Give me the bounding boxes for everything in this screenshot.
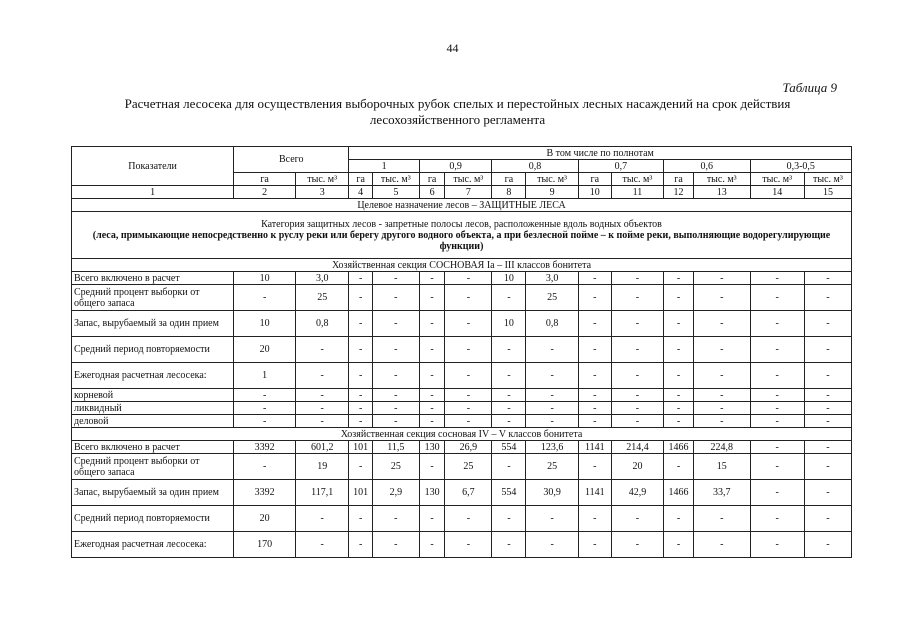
table-cell: - [296, 363, 349, 389]
table-row [72, 337, 852, 363]
table-cell: - [445, 311, 492, 337]
header-density: 0,9 [419, 160, 492, 173]
table-cell: 130 [419, 480, 445, 506]
table-cell: 101 [349, 480, 372, 506]
section1-body [72, 272, 852, 428]
unit-m3: тыс. м³ [526, 173, 578, 186]
unit-m3: тыс. м³ [296, 173, 349, 186]
table-cell: 224,8 [693, 441, 750, 454]
table-cell: 117,1 [296, 480, 349, 506]
table-cell: - [611, 272, 663, 285]
table-cell: - [419, 337, 445, 363]
table-cell: 554 [492, 480, 526, 506]
header-density: 0,6 [664, 160, 750, 173]
table-cell: - [750, 506, 804, 532]
table-cell: - [492, 532, 526, 558]
table-cell: - [445, 337, 492, 363]
table-cell: - [492, 337, 526, 363]
table-cell: 3392 [234, 441, 296, 454]
table-cell: 6,7 [445, 480, 492, 506]
table-cell: - [578, 311, 611, 337]
table-cell: - [693, 506, 750, 532]
unit-m3: тыс. м³ [693, 173, 750, 186]
table-cell: - [804, 415, 851, 428]
table-cell: - [611, 532, 663, 558]
table-cell: 10 [234, 272, 296, 285]
table-cell: - [296, 415, 349, 428]
table-cell: - [750, 363, 804, 389]
table-cell: - [492, 363, 526, 389]
header-total: Всего [234, 147, 349, 173]
row-label: Средний процент выборки от общего запаса [72, 454, 234, 480]
table-cell: - [349, 454, 372, 480]
table-cell: - [419, 532, 445, 558]
unit-ha: га [234, 173, 296, 186]
table-cell: - [664, 272, 694, 285]
table-cell: - [611, 389, 663, 402]
table-cell: - [693, 337, 750, 363]
table-row [72, 454, 852, 480]
section2-body [72, 441, 852, 558]
table-cell: 123,6 [526, 441, 578, 454]
table-cell: - [750, 337, 804, 363]
table-cell: 30,9 [526, 480, 578, 506]
table-title: Расчетная лесосека для осуществления выборочных рубок спелых и перестойных лесных насаждений на срок действия лесохозяйственного регламента [124, 96, 791, 127]
table-cell: - [492, 285, 526, 311]
felling-area-table [71, 146, 852, 558]
table-cell: - [349, 311, 372, 337]
col-number: 9 [526, 186, 578, 199]
table-cell: 130 [419, 441, 445, 454]
table-cell: - [349, 389, 372, 402]
table-cell: - [445, 532, 492, 558]
table-cell: - [492, 454, 526, 480]
table-cell: 10 [492, 311, 526, 337]
table-cell: - [445, 415, 492, 428]
table-cell: - [372, 402, 419, 415]
table-cell: - [578, 506, 611, 532]
table-cell: - [349, 363, 372, 389]
table-cell: - [750, 415, 804, 428]
table-cell: - [492, 506, 526, 532]
table-cell: - [372, 415, 419, 428]
col-number: 15 [804, 186, 851, 199]
table-cell: - [372, 311, 419, 337]
table-cell: - [445, 363, 492, 389]
table-cell: - [750, 272, 804, 285]
table-cell: - [445, 506, 492, 532]
section2-heading: Хозяйственная секция сосновая IV – V классов бонитета [72, 428, 852, 441]
table-cell: - [526, 506, 578, 532]
row-label: Средний период повторяемости [72, 506, 234, 532]
table-row [72, 506, 852, 532]
table-cell: - [372, 506, 419, 532]
table-cell: - [750, 441, 804, 454]
table-cell: - [804, 480, 851, 506]
col-number: 6 [419, 186, 445, 199]
table-cell: 42,9 [611, 480, 663, 506]
table-cell: - [664, 363, 694, 389]
table-cell: - [693, 402, 750, 415]
table-cell: - [349, 506, 372, 532]
column-numbers-row [72, 186, 852, 199]
table-cell: - [372, 337, 419, 363]
table-cell: - [296, 337, 349, 363]
table-cell: - [804, 337, 851, 363]
table-cell: - [419, 415, 445, 428]
header-density: 0,7 [578, 160, 663, 173]
col-number: 1 [72, 186, 234, 199]
table-cell: - [750, 454, 804, 480]
table-cell: - [804, 389, 851, 402]
table-cell: 25 [445, 454, 492, 480]
table-cell: - [419, 285, 445, 311]
table-cell: - [578, 454, 611, 480]
table-cell: 20 [234, 506, 296, 532]
table-cell: 1141 [578, 480, 611, 506]
table-cell: 601,2 [296, 441, 349, 454]
unit-m3: тыс. м³ [750, 173, 804, 186]
row-label: Ежегодная расчетная лесосека: [72, 363, 234, 389]
table-cell: - [693, 311, 750, 337]
table-cell: - [611, 506, 663, 532]
col-number: 8 [492, 186, 526, 199]
table-cell: - [804, 454, 851, 480]
unit-ha: га [492, 173, 526, 186]
table-cell: - [611, 311, 663, 337]
table-row [72, 441, 852, 454]
table-label: Таблица 9 [782, 80, 837, 95]
row-label: ликвидный [72, 402, 234, 415]
table-cell: - [693, 285, 750, 311]
table-cell: 25 [526, 285, 578, 311]
purpose-heading: Целевое назначение лесов – ЗАЩИТНЫЕ ЛЕСА [72, 199, 852, 212]
row-label: деловой [72, 415, 234, 428]
unit-ha: га [419, 173, 445, 186]
col-number: 10 [578, 186, 611, 199]
table-cell: - [445, 272, 492, 285]
table-cell: - [578, 285, 611, 311]
table-cell: - [492, 389, 526, 402]
section1-row [72, 259, 852, 272]
table-cell: - [234, 285, 296, 311]
table-row [72, 272, 852, 285]
col-number: 7 [445, 186, 492, 199]
table-row [72, 532, 852, 558]
table-cell: - [750, 480, 804, 506]
table-cell: - [750, 389, 804, 402]
table-cell: - [578, 389, 611, 402]
table-cell: - [296, 389, 349, 402]
table-cell: - [296, 402, 349, 415]
table-cell: 33,7 [693, 480, 750, 506]
row-label: Запас, вырубаемый за один прием [72, 480, 234, 506]
table-row [72, 311, 852, 337]
table-cell: - [664, 506, 694, 532]
row-label: корневой [72, 389, 234, 402]
table-cell: - [750, 402, 804, 415]
table-cell: - [664, 285, 694, 311]
table-cell: - [693, 532, 750, 558]
unit-ha: га [349, 173, 372, 186]
page-number: 44 [446, 41, 459, 55]
table-cell: - [750, 311, 804, 337]
table-cell: 3,0 [296, 272, 349, 285]
table-cell: - [349, 532, 372, 558]
table-cell: - [578, 272, 611, 285]
table-cell: 20 [234, 337, 296, 363]
table-cell: - [804, 311, 851, 337]
table-cell: - [611, 337, 663, 363]
table-cell: 0,8 [526, 311, 578, 337]
table-cell: 25 [296, 285, 349, 311]
table-cell: - [693, 363, 750, 389]
table-row [72, 415, 852, 428]
table-cell: - [578, 337, 611, 363]
unit-m3: тыс. м³ [611, 173, 663, 186]
table-row [72, 285, 852, 311]
table-cell: - [526, 402, 578, 415]
table-cell: - [664, 454, 694, 480]
table-cell: - [526, 415, 578, 428]
table-cell: - [750, 532, 804, 558]
unit-ha: га [578, 173, 611, 186]
table-cell: 1 [234, 363, 296, 389]
table-cell: - [349, 402, 372, 415]
table-cell: - [419, 454, 445, 480]
table-cell: - [804, 506, 851, 532]
header-row-1 [72, 147, 852, 160]
unit-m3: тыс. м³ [445, 173, 492, 186]
table-cell: - [664, 402, 694, 415]
table-cell: - [693, 389, 750, 402]
table-cell: - [234, 402, 296, 415]
table-cell: - [349, 415, 372, 428]
table-cell: - [349, 337, 372, 363]
table-cell: - [234, 415, 296, 428]
table-cell: - [664, 415, 694, 428]
table-cell: 11,5 [372, 441, 419, 454]
row-label: Средний период повторяемости [72, 337, 234, 363]
purpose-row [72, 199, 852, 212]
header-indicators: Показатели [72, 147, 234, 186]
table-cell: 554 [492, 441, 526, 454]
table-cell: - [296, 532, 349, 558]
table-cell: 20 [611, 454, 663, 480]
table-cell: - [578, 402, 611, 415]
table-cell: 1141 [578, 441, 611, 454]
table-cell: - [526, 532, 578, 558]
table-cell: - [526, 337, 578, 363]
table-cell: - [578, 532, 611, 558]
table-cell: - [611, 415, 663, 428]
table-cell: - [611, 363, 663, 389]
table-cell: 25 [526, 454, 578, 480]
table-cell: - [419, 389, 445, 402]
table-cell: - [526, 363, 578, 389]
header-density: 0,8 [492, 160, 578, 173]
category-row [72, 212, 852, 259]
table-cell: - [445, 285, 492, 311]
table-cell: 10 [234, 311, 296, 337]
row-label: Всего включено в расчет [72, 272, 234, 285]
table-cell: 214,4 [611, 441, 663, 454]
table-cell: - [578, 415, 611, 428]
table-cell: - [664, 337, 694, 363]
unit-m3: тыс. м³ [372, 173, 419, 186]
table-cell: - [664, 311, 694, 337]
header-by-density: В том числе по полнотам [349, 147, 852, 160]
table-cell: - [611, 285, 663, 311]
table-cell: - [611, 402, 663, 415]
table-cell: - [372, 272, 419, 285]
unit-ha: га [664, 173, 694, 186]
col-number: 2 [234, 186, 296, 199]
table-cell: - [419, 506, 445, 532]
table-cell: - [578, 363, 611, 389]
col-number: 14 [750, 186, 804, 199]
row-label: Средний процент выборки от общего запаса [72, 285, 234, 311]
table-cell: - [664, 532, 694, 558]
table-cell: - [349, 285, 372, 311]
section2-row [72, 428, 852, 441]
header-density: 0,3-0,5 [750, 160, 851, 173]
col-number: 5 [372, 186, 419, 199]
header-density: 1 [349, 160, 419, 173]
table-cell: - [804, 532, 851, 558]
col-number: 13 [693, 186, 750, 199]
section1-heading: Хозяйственная секция СОСНОВАЯ Ia – III классов бонитета [72, 259, 852, 272]
table-cell: 3392 [234, 480, 296, 506]
table-cell: - [804, 285, 851, 311]
table-cell: 101 [349, 441, 372, 454]
row-label: Ежегодная расчетная лесосека: [72, 532, 234, 558]
table-cell: - [693, 415, 750, 428]
table-cell: 25 [372, 454, 419, 480]
table-cell: 19 [296, 454, 349, 480]
category-heading [72, 212, 852, 259]
table-cell: 15 [693, 454, 750, 480]
table-row [72, 389, 852, 402]
table-cell: 0,8 [296, 311, 349, 337]
col-number: 4 [349, 186, 372, 199]
table-cell: - [372, 532, 419, 558]
table-cell: - [804, 272, 851, 285]
table-cell: - [664, 389, 694, 402]
table-cell: - [372, 389, 419, 402]
col-number: 3 [296, 186, 349, 199]
table-cell: - [750, 285, 804, 311]
table-cell: 1466 [664, 441, 694, 454]
category-line-1: Категория защитных лесов - запретные полосы лесов, расположенные вдоль водных объектов [261, 218, 662, 230]
table-cell: - [419, 363, 445, 389]
table-row [72, 480, 852, 506]
table-cell: 10 [492, 272, 526, 285]
table-cell: - [492, 415, 526, 428]
unit-m3: тыс. м³ [804, 173, 851, 186]
category-line-2: (леса, примыкающие непосредственно к руслу реки или берегу другого водного объекта, а при безлесной пойме – к пойме реки, выполняющие водорегулирующие функции) [92, 229, 831, 252]
table-cell: - [234, 454, 296, 480]
table-cell: - [372, 363, 419, 389]
table-cell: - [526, 389, 578, 402]
table-cell: - [804, 363, 851, 389]
table-cell: - [419, 272, 445, 285]
table-cell: - [419, 311, 445, 337]
table-cell: - [445, 402, 492, 415]
table-cell: - [693, 272, 750, 285]
table-cell: 26,9 [445, 441, 492, 454]
table-cell: - [419, 402, 445, 415]
table-cell: 170 [234, 532, 296, 558]
row-label: Запас, вырубаемый за один прием [72, 311, 234, 337]
table-cell: - [349, 272, 372, 285]
col-number: 12 [664, 186, 694, 199]
table-cell: - [234, 389, 296, 402]
table-cell: - [296, 506, 349, 532]
table-row [72, 363, 852, 389]
row-label: Всего включено в расчет [72, 441, 234, 454]
table-cell: - [804, 402, 851, 415]
col-number: 11 [611, 186, 663, 199]
table-cell: - [492, 402, 526, 415]
table-cell: 3,0 [526, 272, 578, 285]
table-cell: - [445, 389, 492, 402]
table-cell: 1466 [664, 480, 694, 506]
table-cell: - [372, 285, 419, 311]
table-cell: - [804, 441, 851, 454]
table-row [72, 402, 852, 415]
table-cell: 2,9 [372, 480, 419, 506]
